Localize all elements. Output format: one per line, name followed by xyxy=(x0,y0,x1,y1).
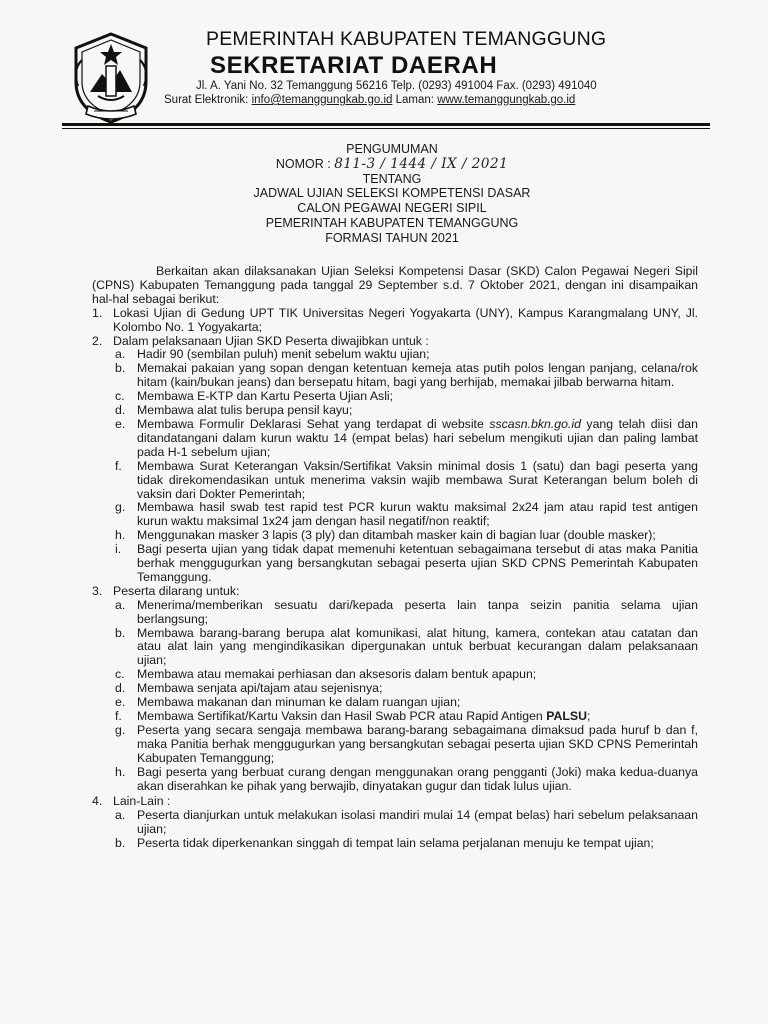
sub-letter: h. xyxy=(115,764,126,779)
item-text: Lain-Lain : xyxy=(113,794,171,809)
list-item xyxy=(92,795,698,851)
sub-text-post: ; xyxy=(586,709,591,723)
item-text: Lokasi Ujian di Gedung UPT TIK Universitas Negeri Yogyakarta (UNY), Kampus Karangmalang UNY, Jl. Kolombo No. 1 Yogyakarta; xyxy=(113,305,698,334)
sub-letter: c. xyxy=(115,389,125,404)
sub-text: Membawa atau memakai perhiasan dan aksesoris dalam bentuk apapun; xyxy=(137,667,537,682)
letterhead-divider-thin xyxy=(62,128,710,129)
sub-letter: b. xyxy=(115,625,126,640)
letterhead-address: Jl. A. Yani No. 32 Temanggung 56216 Telp. (0293) 491004 Fax. (0293) 491040 xyxy=(196,80,597,92)
sub-text: Peserta dianjurkan untuk melakukan isolasi mandiri mulai 14 (empat belas) hari sebelum pelaksanaan ujian; xyxy=(137,808,698,837)
sub-item xyxy=(115,362,698,390)
sub-item xyxy=(115,724,698,766)
sub-letter: d. xyxy=(115,681,126,696)
letterhead-office-name: SEKRETARIAT DAERAH xyxy=(210,52,498,79)
sub-text-post: yang telah diisi dan ditandatangani dalam kurun waktu 14 (empat belas) hari sebelum mengikuti ujian dan paling lambat pada H-1 sebelum ujian; xyxy=(137,416,698,459)
palsu-emphasis: PALSU xyxy=(546,709,587,723)
sub-letter: c. xyxy=(115,667,125,682)
numbered-list xyxy=(92,307,698,851)
item-number: 2. xyxy=(92,333,103,348)
item-number: 1. xyxy=(92,305,103,320)
sub-text-pre: Membawa Formulir Deklarasi Sehat yang terdapat di website xyxy=(137,416,490,431)
tentang-label: TENTANG xyxy=(362,171,422,186)
announcement-body xyxy=(92,265,698,851)
sub-letter: f. xyxy=(115,458,122,473)
sub-letter: b. xyxy=(115,361,126,376)
sub-letter: a. xyxy=(115,808,126,823)
sub-text: Membawa hasil swab test rapid test PCR kurun waktu maksimal 2x24 jam atau rapid test antigen kurun waktu maksimal 1x24 jam dengan hasil negatif/non reaktif; xyxy=(137,500,698,529)
announcement-heading: PENGUMUMAN xyxy=(346,142,438,156)
sub-text-pre: Membawa Sertifikat/Kartu Vaksin dan Hasil Swab PCR atau Rapid Antigen xyxy=(137,709,547,723)
sub-text: Membawa alat tulis berupa pensil kayu; xyxy=(137,403,353,418)
website-link[interactable]: www.temanggungkab.go.id xyxy=(437,94,576,106)
sub-list xyxy=(115,809,698,851)
sub-letter: a. xyxy=(115,347,126,362)
list-item xyxy=(92,307,698,335)
sub-letter: i. xyxy=(115,542,122,557)
sub-letter: f. xyxy=(115,709,122,723)
sub-letter: e. xyxy=(115,695,126,710)
sub-text: Membawa makanan dan minuman ke dalam ruangan ujian; xyxy=(137,695,461,710)
sub-item xyxy=(115,668,698,682)
item-number: 3. xyxy=(92,583,103,598)
regency-coat-of-arms-icon xyxy=(68,30,154,126)
sub-letter: b. xyxy=(115,836,126,851)
subject-line-2: CALON PEGAWAI NEGERI SIPIL xyxy=(297,201,487,216)
email-link[interactable]: info@temanggungkab.go.id xyxy=(251,94,393,106)
item-text: Dalam pelaksanaan Ujian SKD Peserta diwajibkan untuk : xyxy=(113,333,429,348)
sub-letter: g. xyxy=(115,722,126,737)
sub-item xyxy=(115,501,698,529)
sub-text: Hadir 90 (sembilan puluh) menit sebelum waktu ujian; xyxy=(137,347,430,362)
subject-line-3: PEMERINTAH KABUPATEN TEMANGGUNG xyxy=(265,215,519,230)
sub-item xyxy=(115,766,698,794)
sub-list xyxy=(115,599,698,794)
subject-line-4: FORMASI TAHUN 2021 xyxy=(325,230,459,245)
sub-letter: g. xyxy=(115,500,126,515)
sub-text: Membawa E-KTP dan Kartu Peserta Ujian Asli; xyxy=(137,389,394,404)
sub-letter: e. xyxy=(115,416,126,431)
sub-list xyxy=(115,348,698,584)
email-label: Surat Elektronik: xyxy=(164,94,249,106)
sub-text: Peserta yang secara sengaja membawa barang-barang sebagaimana dimaksud pada huruf b dan f, maka Panitia berhak menggugurkan yang bersangkutan sebagai peserta ujian SKD CPNS Pemerintah Kabupaten Temanggung; xyxy=(137,722,698,765)
sscasn-website-text: sscasn.bkn.go.id xyxy=(489,416,581,431)
sub-item xyxy=(115,418,698,460)
sub-text: Bagi peserta yang berbuat curang dengan menggunakan orang pengganti (Joki) maka kedua-duanya akan diserahkan ke pihak yang berwajib, dinyatakan gugur dan tidak lulus ujian. xyxy=(137,764,698,793)
sub-item xyxy=(115,529,698,543)
sub-item xyxy=(115,696,698,710)
sub-item xyxy=(115,627,698,669)
sub-item xyxy=(115,682,698,696)
sub-text: Membawa Surat Keterangan Vaksin/Sertifikat Vaksin minimal dosis 1 (satu) dan bagi peserta yang tidak direkomendasikan untuk menerima vaksin wajib membawa Surat Keterangan belum boleh di vaksin dari Dokter Pemerintah; xyxy=(137,458,698,501)
sub-item xyxy=(115,837,698,851)
sub-item xyxy=(115,390,698,404)
document-number-handwritten: 811-3 / 1444 / IX / 2021 xyxy=(334,155,509,172)
sub-text: Peserta tidak diperkenankan singgah di tempat lain selama perjalanan menuju ke tempat ujian; xyxy=(137,836,654,851)
announcement-title-block xyxy=(200,142,584,246)
letterhead-contact xyxy=(164,94,575,106)
item-text: Peserta dilarang untuk: xyxy=(113,583,240,598)
sub-item xyxy=(115,404,698,418)
sub-text: Membawa barang-barang berupa alat komunikasi, alat hitung, kamera, contekan atau catatan dan atau alat lain yang mengindikasikan dipergunakan untuk berbuat kecurangan dalam pelaksanaan ujian; xyxy=(137,625,698,668)
sub-text: Menggunakan masker 3 lapis (3 ply) dan ditambah masker kain di bagian luar (double masker); xyxy=(137,528,656,543)
sub-letter: a. xyxy=(115,597,126,612)
sub-item xyxy=(115,460,698,502)
letterhead-divider-thick xyxy=(62,123,710,126)
web-label: Laman: xyxy=(395,94,434,106)
sub-item xyxy=(115,543,698,585)
sub-text: Membawa senjata api/tajam atau sejenisnya; xyxy=(137,681,383,696)
document-number-line xyxy=(200,157,584,172)
subject-line-1: JADWAL UJIAN SELEKSI KOMPETENSI DASAR xyxy=(253,186,531,201)
item-number: 4. xyxy=(92,794,103,809)
sub-item xyxy=(115,809,698,837)
letterhead-government-name: PEMERINTAH KABUPATEN TEMANGGUNG xyxy=(206,28,607,50)
intro-paragraph: Berkaitan akan dilaksanakan Ujian Seleksi Kompetensi Dasar (SKD) Calon Pegawai Negeri Sipil (CPNS) Kabupaten Temanggung pada tanggal 29 September s.d. 7 Oktober 2021, dengan ini disampaikan hal-hal sebagai berikut: xyxy=(92,264,698,306)
list-item xyxy=(92,585,698,794)
sub-item xyxy=(115,710,698,724)
sub-text: Memakai pakaian yang sopan dengan ketentuan kemeja atas putih polos lengan panjang, celana/rok hitam (kain/bukan jeans) dan bersepatu hitam, bagi yang berhijab, memakai jilbab berwarna hitam. xyxy=(137,361,698,390)
sub-item xyxy=(115,599,698,627)
sub-letter: h. xyxy=(115,528,126,543)
list-item xyxy=(92,335,698,585)
sub-item xyxy=(115,348,698,362)
sub-text: Bagi peserta ujian yang tidak dapat memenuhi ketentuan sebagaimana tersebut di atas maka Panitia berhak menggugurkan yang bersangkutan sebagai peserta ujian SKD CPNS Pemerintah Kabupaten Temanggung. xyxy=(137,542,698,584)
sub-text: Menerima/memberikan sesuatu dari/kepada peserta lain tanpa seizin panitia selama ujian berlangsung; xyxy=(137,597,698,626)
sub-letter: d. xyxy=(115,403,126,418)
document-number-label: NOMOR : xyxy=(275,156,331,171)
